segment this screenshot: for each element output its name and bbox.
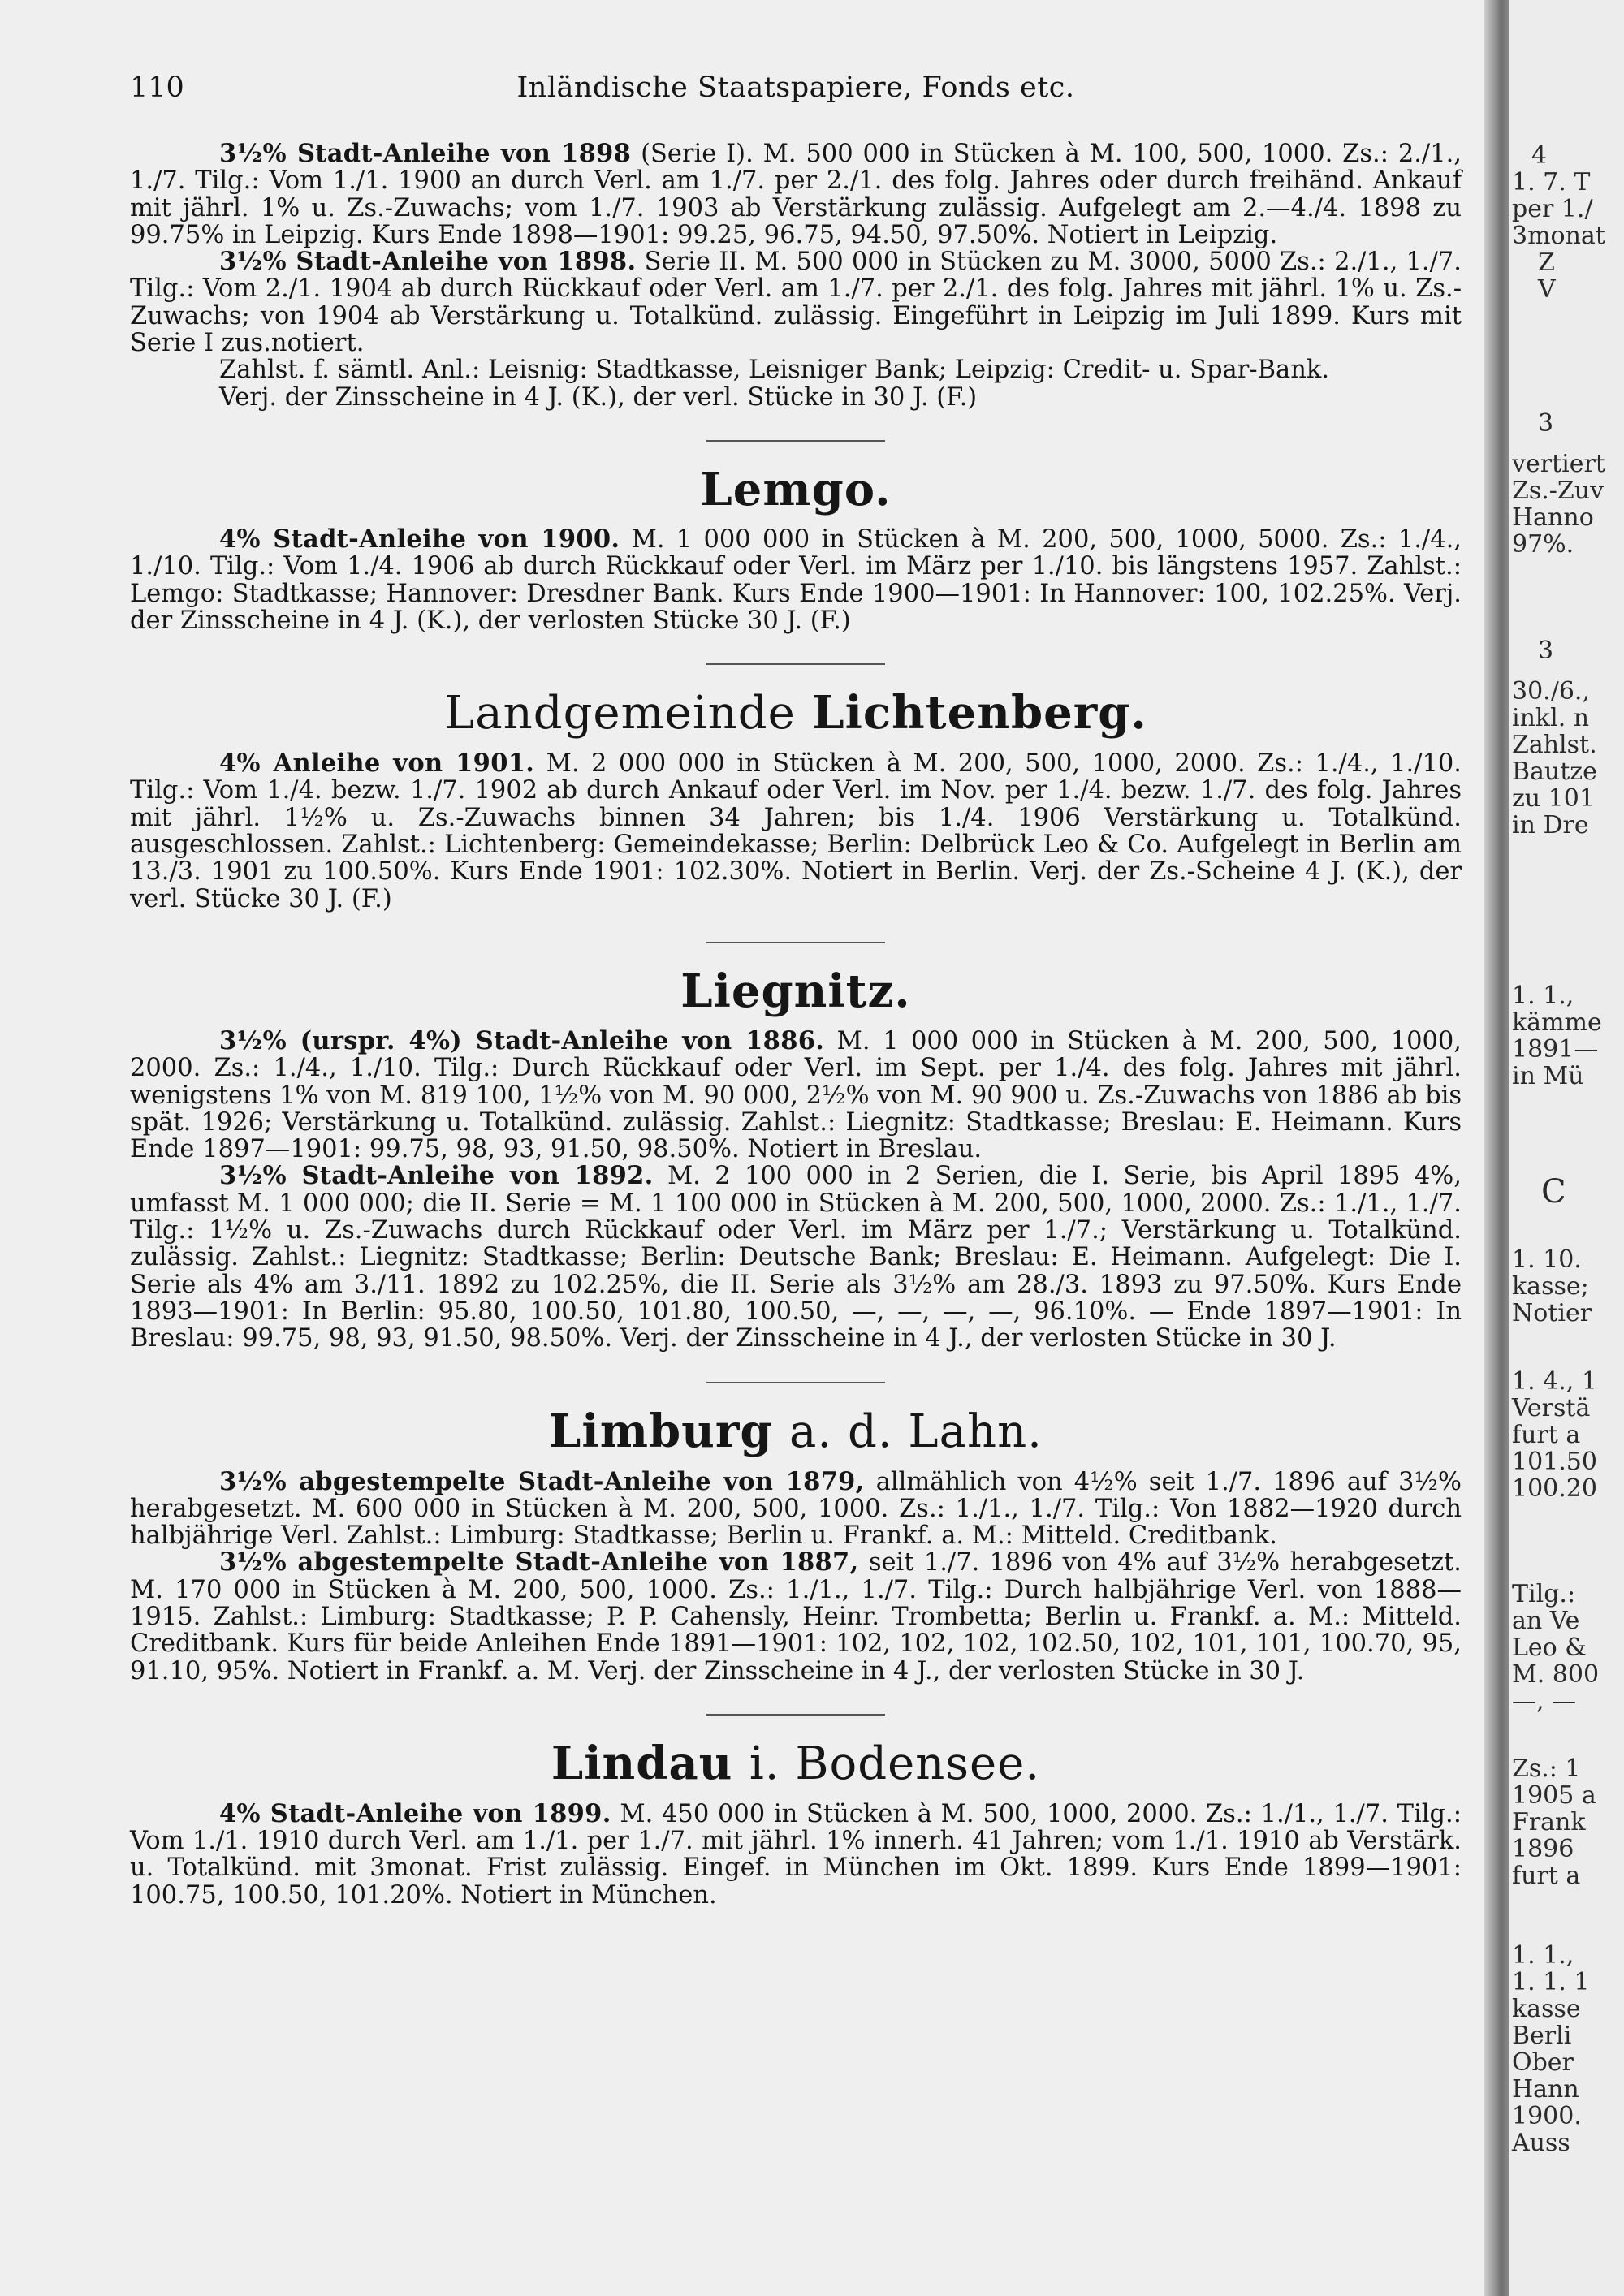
- loan-entry: [130, 750, 1462, 913]
- loan-entry: [130, 1025, 1462, 1164]
- loan-heading: 4% Stadt-Anleihe von 1899.: [219, 1798, 611, 1828]
- margin-fragment: in Dre: [1512, 811, 1589, 839]
- margin-fragment: 1. 1.,: [1512, 982, 1574, 1010]
- margin-fragment: an Ve: [1512, 1607, 1580, 1635]
- loan-details: M. 450 000 in Stücken à M. 500, 1000, 2000. Zs.: 1./1., 1./7. Tilg.: Vom 1./1. 1910 durch Verl. am 1./1. per 1./7. mit jährl. 1% innerh. 41 Jahren; vom 1./1. 1910 ab Verstärk. u. Totalkünd. mit 3monat. Frist zulässig. Eingef. in München im Okt. 1899. Kurs Ende 1899—1901: 100.75, 100.50, 101.20%. Notiert in München.: [130, 1799, 1462, 1910]
- margin-fragment: 3monat: [1512, 222, 1605, 250]
- margin-fragment: 3: [1538, 637, 1554, 665]
- loan-heading: 3½% Stadt-Anleihe von 1898: [219, 139, 632, 168]
- city-name: Liegnitz.: [680, 964, 911, 1018]
- margin-fragment: Berli: [1512, 2022, 1572, 2050]
- loan-heading: 4% Anleihe von 1901.: [219, 749, 535, 779]
- margin-fragment: 1. 10.: [1512, 1245, 1582, 1274]
- margin-fragment: Hanno: [1512, 503, 1594, 532]
- margin-fragment: 97%.: [1512, 530, 1574, 559]
- margin-fragment: 1891—: [1512, 1035, 1599, 1064]
- loan-details: allmählich von 4½% seit 1./7. 1896 auf 3½% herabgesetzt. M. 600 000 in Stücken à M. 200, 500, 1000. Zs.: 1./1., 1./7. Tilg.: Von 1882—1920 durch halbjährige Verl. Zahlst.: Limburg: Stadtkasse; Berlin u. Frankf. a. M.: Mitteld. Creditbank.: [130, 1467, 1462, 1551]
- loan-heading: 3½% abgestempelte Stadt-Anleihe von 1887,: [219, 1547, 859, 1577]
- margin-fragment: V: [1538, 275, 1556, 304]
- loan-details: M. 2 100 000 in 2 Serien, die I. Serie, bis April 1895 4%, umfasst M. 1 000 000; die II. Serie = M. 1 100 000 in Stücken à M. 200, 500, 1000, 2000. Zs.: 1./1., 1./7. Tilg.: 1½% u. Zs.-Zuwachs durch Rückkauf oder Verl. im März per 1./7.; Verstärkung u. Totalkünd. zulässig. Zahlst.: Liegnitz: Stadtkasse; Berlin: Deutsche Bank; Breslau: E. Heimann. Aufgelegt: Die I. Serie als 4% am 3./11. 1892 zu 102.25%, die II. Serie als 3½% am 28./3. 1893 zu 97.50%. Kurs Ende 1893—1901: In Berlin: 95.80, 100.50, 101.80, 100.50, —, —, —, —, 96.10%. — Ende 1897—1901: In Breslau: 99.75, 98, 93, 91.50, 98.50%. Verj. der Zinsscheine in 4 J., der verlosten Stücke in 30 J.: [130, 1162, 1462, 1353]
- margin-fragment: 1. 1.,: [1512, 1941, 1574, 1970]
- loan-details: M. 2 000 000 in Stücken à M. 200, 500, 1000, 2000. Zs.: 1./4., 1./10. Tilg.: Vom 1./4. bezw. 1./7. 1902 ab durch Ankauf oder Verl. im Nov. per 1./4. bezw. 1./7. des folg. Jahres mit jährl. 1½% u. Zs.-Zuwachs binnen 34 Jahren; bis 1./4. 1906 Verstärkung u. Totalkünd. ausgeschlossen. Zahlst.: Lichtenberg: Gemeindekasse; Berlin: Delbrück Leo & Co. Aufgelegt in Berlin am 13./3. 1901 zu 100.50%. Kurs Ende 1901: 102.30%. Notiert in Berlin. Verj. der Zs.-Scheine 4 J. (K.), der verl. Stücke 30 J. (F.): [130, 749, 1462, 913]
- loan-entry: [130, 1798, 1462, 1910]
- loan-heading: 3½% Stadt-Anleihe von 1892.: [219, 1161, 654, 1191]
- loan-heading: 4% Stadt-Anleihe von 1900.: [219, 524, 620, 554]
- margin-fragment: Auss: [1512, 2129, 1570, 2157]
- margin-fragment: 1900.: [1512, 2102, 1582, 2130]
- margin-fragment: kasse: [1512, 1995, 1581, 2023]
- facing-page-edge: [1509, 0, 1624, 2296]
- running-head: [130, 71, 1462, 112]
- section-divider: [706, 440, 885, 442]
- margin-fragment: in Mü: [1512, 1062, 1584, 1090]
- loan-heading: 3½% (urspr. 4%) Stadt-Anleihe von 1886.: [219, 1025, 825, 1055]
- margin-fragment: kasse;: [1512, 1272, 1589, 1301]
- running-title: Inländische Staatspapiere, Fonds etc.: [516, 71, 1075, 104]
- margin-fragment: Zs.: 1: [1512, 1754, 1581, 1783]
- city-heading-lichtenberg: [130, 688, 1462, 739]
- margin-fragment: inkl. n: [1512, 704, 1590, 732]
- city-suffix: a. d. Lahn.: [788, 1405, 1043, 1458]
- section-divider: [706, 1714, 885, 1716]
- city-suffix: i. Bodensee.: [749, 1737, 1041, 1790]
- margin-fragment: Leo &: [1512, 1634, 1587, 1662]
- limitation-note: Verj. der Zinsscheine in 4 J. (K.), der verl. Stücke in 30 J. (F.): [219, 382, 978, 412]
- section-divider: [706, 942, 885, 943]
- margin-fragment: Z: [1538, 248, 1555, 277]
- margin-fragment: Tilg.:: [1512, 1580, 1576, 1608]
- margin-fragment: 1896: [1512, 1835, 1574, 1863]
- city-name: Limburg: [549, 1404, 773, 1458]
- margin-fragment: 4: [1531, 141, 1548, 170]
- paying-agents-note: Zahlst. f. sämtl. Anl.: Leisnig: Stadtkasse, Leisniger Bank; Leipzig: Credit- u. Spar-Bank.: [219, 356, 1330, 385]
- loan-heading: 3½% abgestempelte Stadt-Anleihe von 1879,: [219, 1466, 865, 1496]
- margin-fragment: 1. 4., 1: [1512, 1367, 1597, 1396]
- book-gutter-shadow: [1484, 0, 1509, 2296]
- margin-fragment: 3: [1538, 409, 1554, 438]
- loan-entry: [130, 526, 1462, 634]
- margin-fragment: furt a: [1512, 1862, 1581, 1890]
- loan-heading: 3½% Stadt-Anleihe von 1898.: [219, 247, 637, 277]
- margin-fragment: 1905 a: [1512, 1781, 1596, 1810]
- margin-fragment: Bautze: [1512, 757, 1597, 786]
- section-divider: [706, 1382, 885, 1383]
- margin-fragment: M. 800: [1512, 1660, 1600, 1689]
- margin-fragment: Hann: [1512, 2075, 1579, 2104]
- loan-details: seit 1./7. 1896 von 4% auf 3½% herabgesetzt. M. 170 000 in Stücken à M. 200, 500, 1000. Zs.: 1./1., 1./7. Tilg.: Durch halbjährige Verl. von 1888—1915. Zahlst.: Limburg: Stadtkasse; P. P. Cahensly, Heinr. Trombetta; Berlin u. Frankf. a. M.: Mitteld. Creditbank. Kurs für beide Anleihen Ende 1891—1901: 102, 102, 102, 102.50, 102, 101, 101, 100.70, 95, 91.10, 95%. Notiert in Frankf. a. M. Verj. der Zinsscheine in 4 J., der verlosten Stücke in 30 J.: [130, 1548, 1462, 1685]
- loan-entry: [130, 140, 1462, 248]
- margin-fragment: Notier: [1512, 1299, 1592, 1327]
- margin-fragment: 30./6.,: [1512, 677, 1590, 706]
- margin-fragment: Zs.-Zuv: [1512, 477, 1605, 505]
- loan-details: M. 1 000 000 in Stücken à M. 200, 500, 1000, 2000. Zs.: 1./4., 1./10. Tilg.: Durch Rückkauf oder Verl. im Sept. per 1./4. des folg. Jahres mit jährl. wenigstens 1% von M. 819 100, 1½% von M. 90 000, 2½% von M. 90 900 u. Zs.-Zuwachs von 1886 ab bis spät. 1926; Verstärkung u. Totalkünd. zulässig. Zahlst.: Liegnitz: Stadtkasse; Breslau: E. Heimann. Kurs Ende 1897—1901: 99.75, 98, 93, 91.50, 98.50%. Notiert in Breslau.: [130, 1026, 1462, 1164]
- city-name: Lichtenberg.: [812, 686, 1147, 740]
- city-heading-limburg: [130, 1406, 1462, 1457]
- section-divider: [706, 663, 885, 665]
- loan-entry: [130, 1549, 1462, 1684]
- city-heading-lindau: [130, 1738, 1462, 1789]
- loan-entry: [130, 1163, 1462, 1352]
- margin-fragment: Frank: [1512, 1808, 1586, 1836]
- margin-fragment: zu 101: [1512, 784, 1595, 813]
- margin-fragment: furt a: [1512, 1421, 1581, 1449]
- loan-details: (Serie I). M. 500 000 in Stücken à M. 100, 500, 1000. Zs.: 2./1., 1./7. Tilg.: Vom 1./1. 1900 an durch Verl. am 1./7. per 2./1. des folg. Jahres oder durch freihänd. Ankauf mit jährl. 1% u. Zs.-Zuwachs; vom 1./7. 1903 ab Verstärkung zulässig. Aufgelegt am 2.—4./4. 1898 zu 99.75% in Leipzig. Kurs Ende 1898—1901: 99.25, 96.75, 94.50, 97.50%. Notiert in Leipzig.: [130, 140, 1462, 249]
- margin-fragment: 1. 7. T: [1512, 168, 1591, 196]
- city-name: Lindau: [551, 1736, 733, 1790]
- city-name: Lemgo.: [700, 462, 892, 516]
- city-heading-lemgo: [130, 464, 1462, 515]
- page-number: 110: [130, 71, 184, 104]
- margin-fragment: Zahlst.: [1512, 731, 1597, 759]
- page-content: [130, 140, 1462, 1909]
- margin-fragment: C: [1541, 1173, 1566, 1211]
- loan-details: Serie II. M. 500 000 in Stücken zu M. 3000, 5000 Zs.: 2./1., 1./7. Tilg.: Vom 2./1. 1904 ab durch Rückkauf oder Verl. am 1./7. per 2./1. des folg. Jahres mit jährl. 1% u. Zs.-Zuwachs; von 1904 ab Verstärkung u. Totalkünd. zulässig. Eingeführt in Leipzig im Juli 1899. Kurs mit Serie I zus.notiert.: [130, 248, 1462, 358]
- margin-fragment: per 1./: [1512, 195, 1593, 223]
- margin-fragment: Verstä: [1512, 1394, 1591, 1422]
- loan-details: M. 1 000 000 in Stücken à M. 200, 500, 1000, 5000. Zs.: 1./4., 1./10. Tilg.: Vom 1./4. 1906 ab durch Rückkauf oder Verl. im März per 1./10. bis längstens 1957. Zahlst.: Lemgo: Stadtkasse; Hannover: Dresdner Bank. Kurs Ende 1900—1901: In Hannover: 100, 102.25%. Verj. der Zinsscheine in 4 J. (K.), der verlosten Stücke 30 J. (F.): [130, 524, 1462, 635]
- margin-fragment: 101.50: [1512, 1448, 1597, 1476]
- margin-fragment: Ober: [1512, 2048, 1574, 2077]
- margin-fragment: 1. 1. 1: [1512, 1968, 1590, 1996]
- margin-fragment: kämme: [1512, 1008, 1602, 1037]
- city-prefix: Landgemeinde: [444, 687, 796, 740]
- loan-entry: [130, 248, 1462, 356]
- loan-entry: [130, 1466, 1462, 1551]
- margin-fragment: —, —: [1512, 1687, 1577, 1716]
- city-heading-liegnitz: [130, 966, 1462, 1016]
- margin-fragment: vertiert: [1512, 450, 1605, 478]
- margin-fragment: 100.20: [1512, 1474, 1597, 1503]
